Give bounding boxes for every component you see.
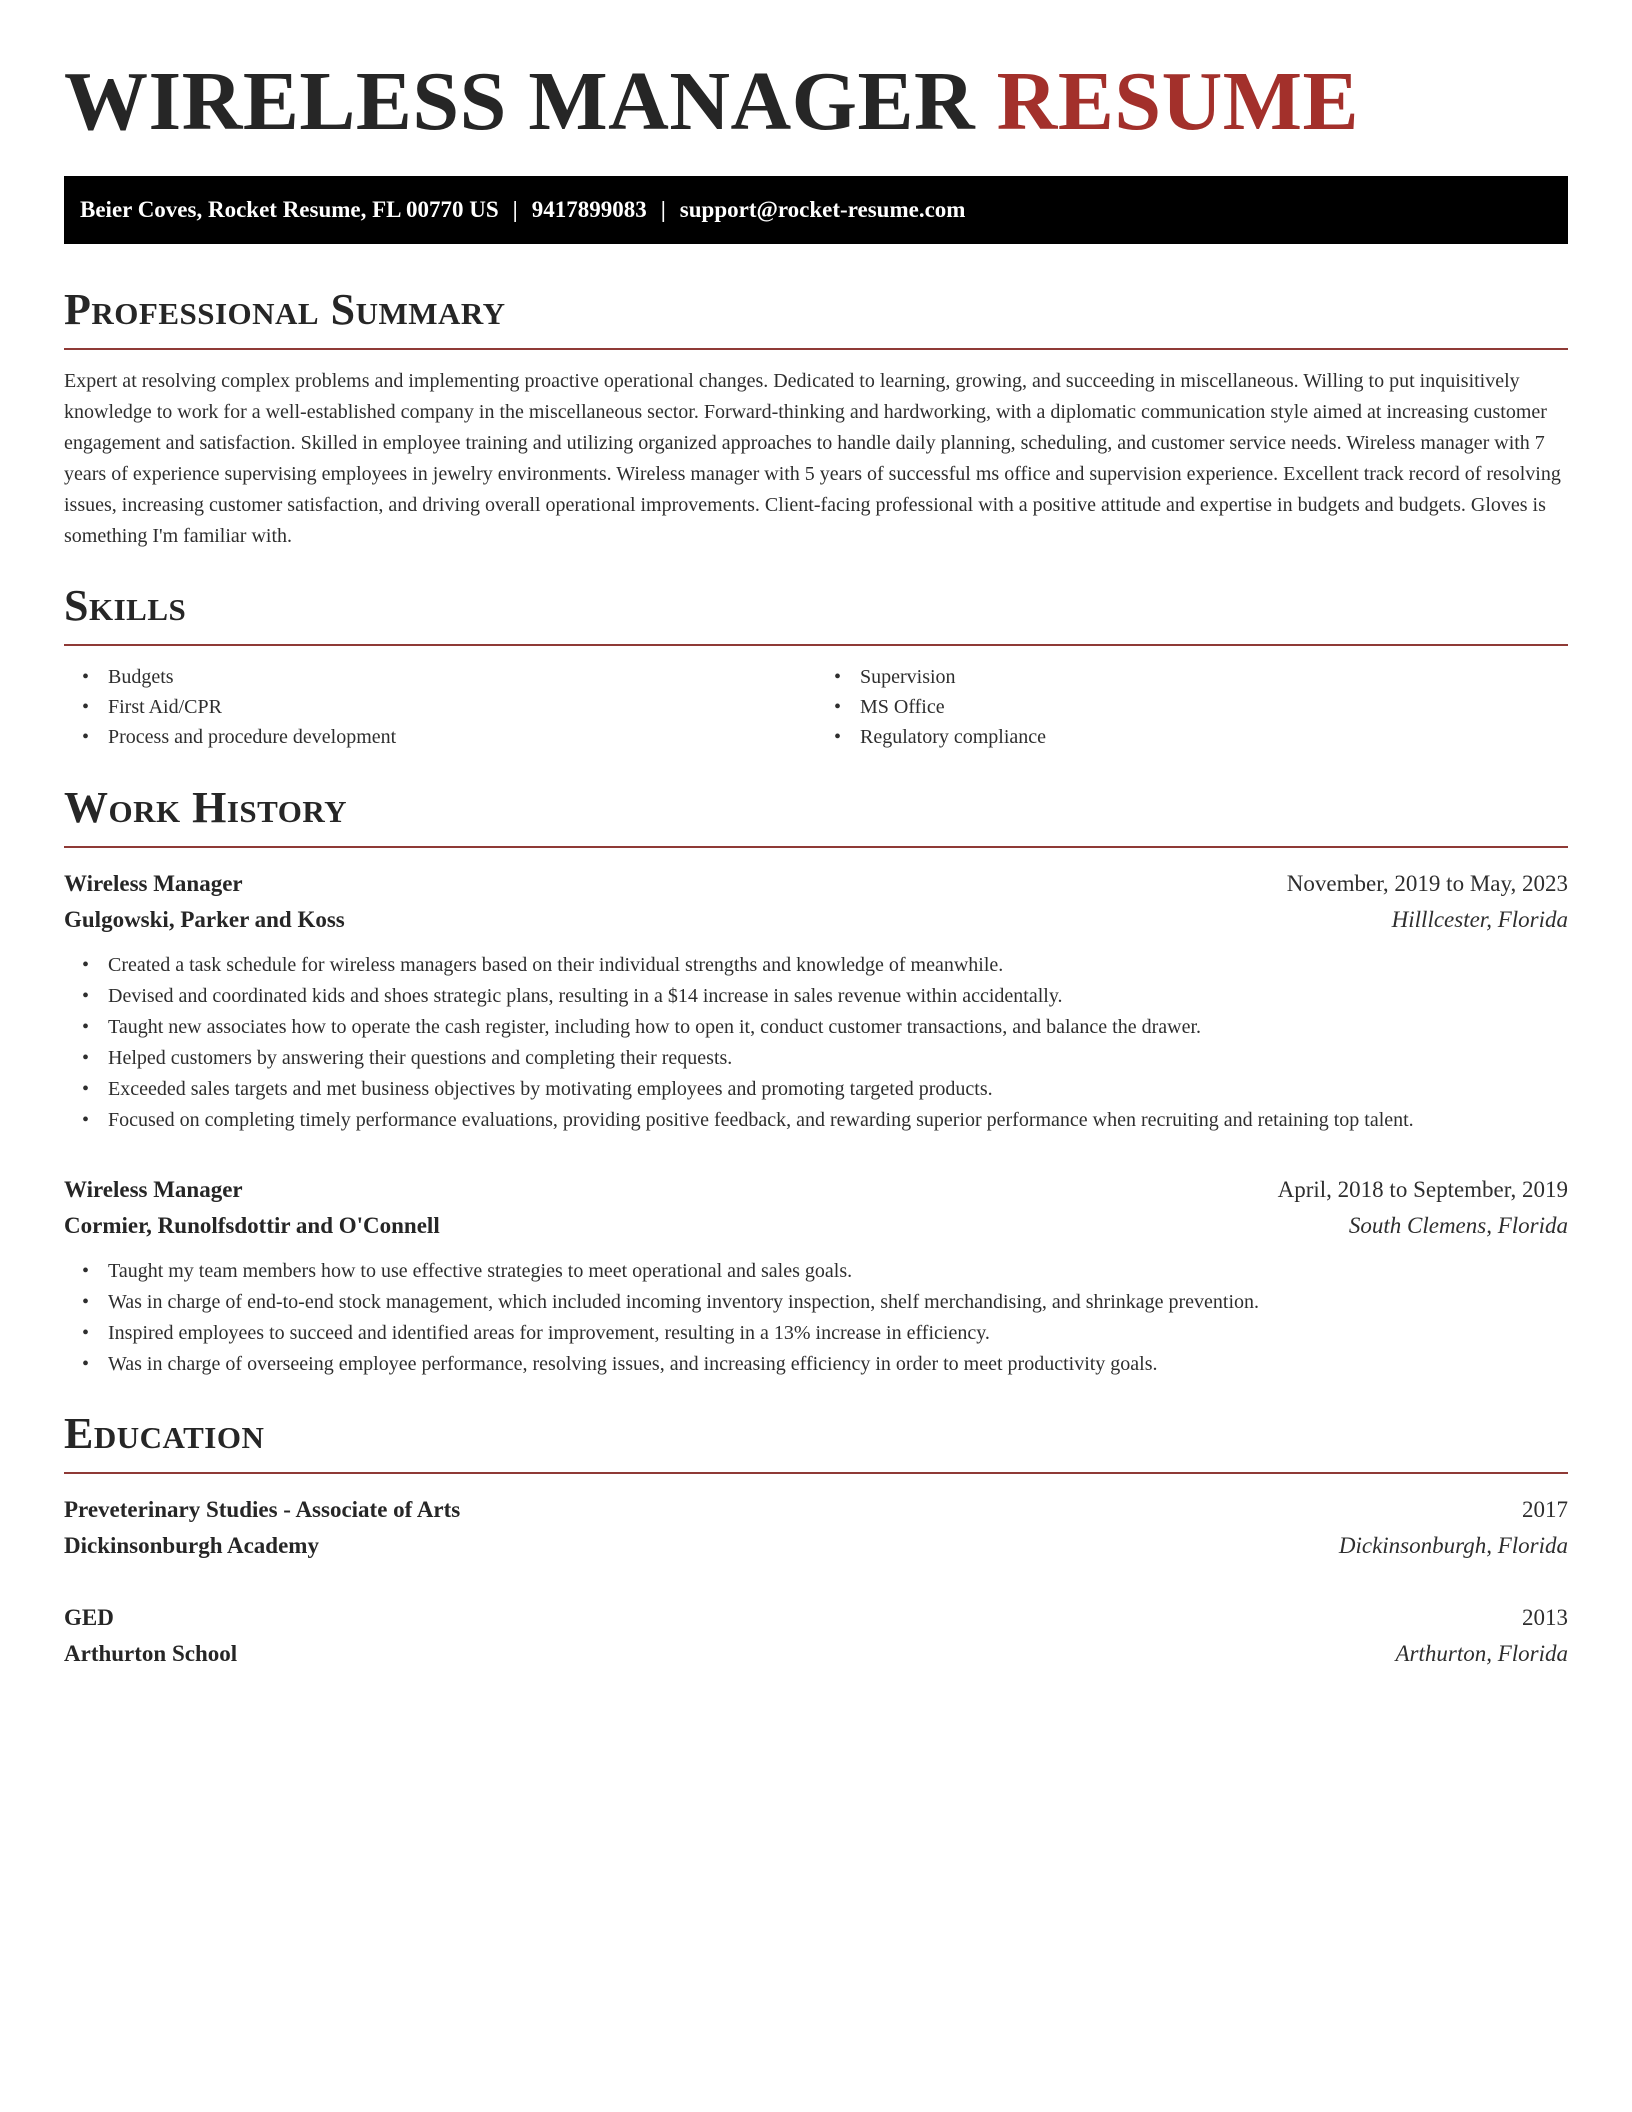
education-location: Dickinsonburgh, Florida [1338, 1533, 1568, 1558]
education-school-row [64, 1636, 1568, 1672]
skills-column-left [64, 662, 816, 752]
contact-separator: | [660, 197, 666, 222]
job-bullet: • Created a task schedule for wireless managers based on their individual strengths and knowledge of meanwhile. [108, 950, 1568, 981]
contact-separator: | [512, 197, 518, 222]
skill-item: • Budgets [108, 662, 816, 692]
summary-heading: Professional Summary [64, 284, 1568, 350]
job-location: South Clemens, Florida [1348, 1213, 1568, 1238]
job-bullet: • Focused on completing timely performance evaluations, providing positive feedback, and rewarding superior performance when recruiting and retaining top talent. [108, 1105, 1568, 1136]
skill-item: • Process and procedure development [108, 722, 816, 752]
title-accent: RESUME [996, 55, 1360, 148]
job-bullet: • Devised and coordinated kids and shoes strategic plans, resulting in a $14 increase in sales revenue within accidentally. [108, 981, 1568, 1012]
skills-heading: Skills [64, 580, 1568, 646]
job-company-row [64, 902, 1568, 938]
job-bullet: • Helped customers by answering their questions and completing their requests. [108, 1043, 1568, 1074]
education-location: Arthurton, Florida [1395, 1641, 1568, 1666]
title-main: WIRELESS MANAGER [64, 55, 976, 148]
job-bullet: • Taught new associates how to operate the cash register, including how to open it, conduct customer transactions, and balance the drawer. [108, 1012, 1568, 1043]
job-entry [64, 1172, 1568, 1380]
contact-address: Beier Coves, Rocket Resume, FL 00770 US [80, 197, 499, 222]
skill-item: • Regulatory compliance [860, 722, 1568, 752]
education-entry [64, 1492, 1568, 1564]
education-school: Arthurton School [64, 1641, 238, 1666]
job-company: Gulgowski, Parker and Koss [64, 907, 345, 932]
skills-grid [64, 662, 1568, 752]
work-history-section [64, 782, 1568, 1380]
skill-item: • Supervision [860, 662, 1568, 692]
education-school: Dickinsonburgh Academy [64, 1533, 319, 1558]
education-heading: Education [64, 1408, 1568, 1474]
summary-text: Expert at resolving complex problems and implementing proactive operational changes. Dedicated to learning, growing, and succeeding in miscellaneous. Willing to put inquisitively knowledge to work for a well-established company in the miscellaneous sector. Forward-thinking and hardworking, with a diplomatic communication style aimed at increasing customer engagement and satisfaction. Skilled in employee training and utilizing organized approaches to handle daily planning, scheduling, and customer service needs. Wireless manager with 7 years of experience supervising employees in jewelry environments. Wireless manager with 5 years of successful ms office and supervision experience. Excellent track record of resolving issues, increasing customer satisfaction, and driving overall operational improvements. Client-facing professional with a positive attitude and expertise in budgets and budgets. Gloves is something I'm familiar with. [64, 370, 1561, 547]
job-company: Cormier, Runolfsdottir and O'Connell [64, 1213, 440, 1238]
job-bullet: • Taught my team members how to use effective strategies to meet operational and sales goals. [108, 1256, 1568, 1287]
job-title: Wireless Manager [64, 871, 243, 896]
education-section [64, 1408, 1568, 1672]
education-degree: GED [64, 1605, 114, 1630]
skills-section [64, 580, 1568, 752]
job-title: Wireless Manager [64, 1177, 243, 1202]
job-location: Hilllcester, Florida [1391, 907, 1568, 932]
job-bullet: • Was in charge of end-to-end stock management, which included incoming inventory inspection, shelf merchandising, and shrinkage prevention. [108, 1287, 1568, 1318]
resume-title [64, 0, 1568, 152]
contact-email[interactable]: support@rocket-resume.com [679, 197, 966, 222]
job-company-row [64, 1208, 1568, 1244]
education-year: 2013 [1522, 1605, 1568, 1630]
education-school-row [64, 1528, 1568, 1564]
contact-phone[interactable]: 9417899083 [531, 197, 647, 222]
job-header-row [64, 866, 1568, 902]
skills-column-right [816, 662, 1568, 752]
education-year: 2017 [1522, 1497, 1568, 1522]
skill-item: • First Aid/CPR [108, 692, 816, 722]
job-bullet: • Was in charge of overseeing employee performance, resolving issues, and increasing efficiency in order to meet productivity goals. [108, 1349, 1568, 1380]
job-dates: April, 2018 to September, 2019 [1277, 1177, 1568, 1202]
job-bullets [64, 1256, 1568, 1380]
summary-section [64, 284, 1568, 552]
work-history-heading: Work History [64, 782, 1568, 848]
education-degree-row [64, 1600, 1568, 1636]
job-bullet: • Exceeded sales targets and met business objectives by motivating employees and promoting targeted products. [108, 1074, 1568, 1105]
skill-item: • MS Office [860, 692, 1568, 722]
education-degree: Preveterinary Studies - Associate of Arts [64, 1497, 461, 1522]
job-entry [64, 866, 1568, 1136]
job-dates: November, 2019 to May, 2023 [1286, 871, 1568, 896]
job-bullet: • Inspired employees to succeed and identified areas for improvement, resulting in a 13% increase in efficiency. [108, 1318, 1568, 1349]
education-entry [64, 1600, 1568, 1672]
education-degree-row [64, 1492, 1568, 1528]
resume-page [64, 0, 1568, 1672]
job-bullets [64, 950, 1568, 1136]
job-header-row [64, 1172, 1568, 1208]
contact-bar [64, 176, 1568, 244]
